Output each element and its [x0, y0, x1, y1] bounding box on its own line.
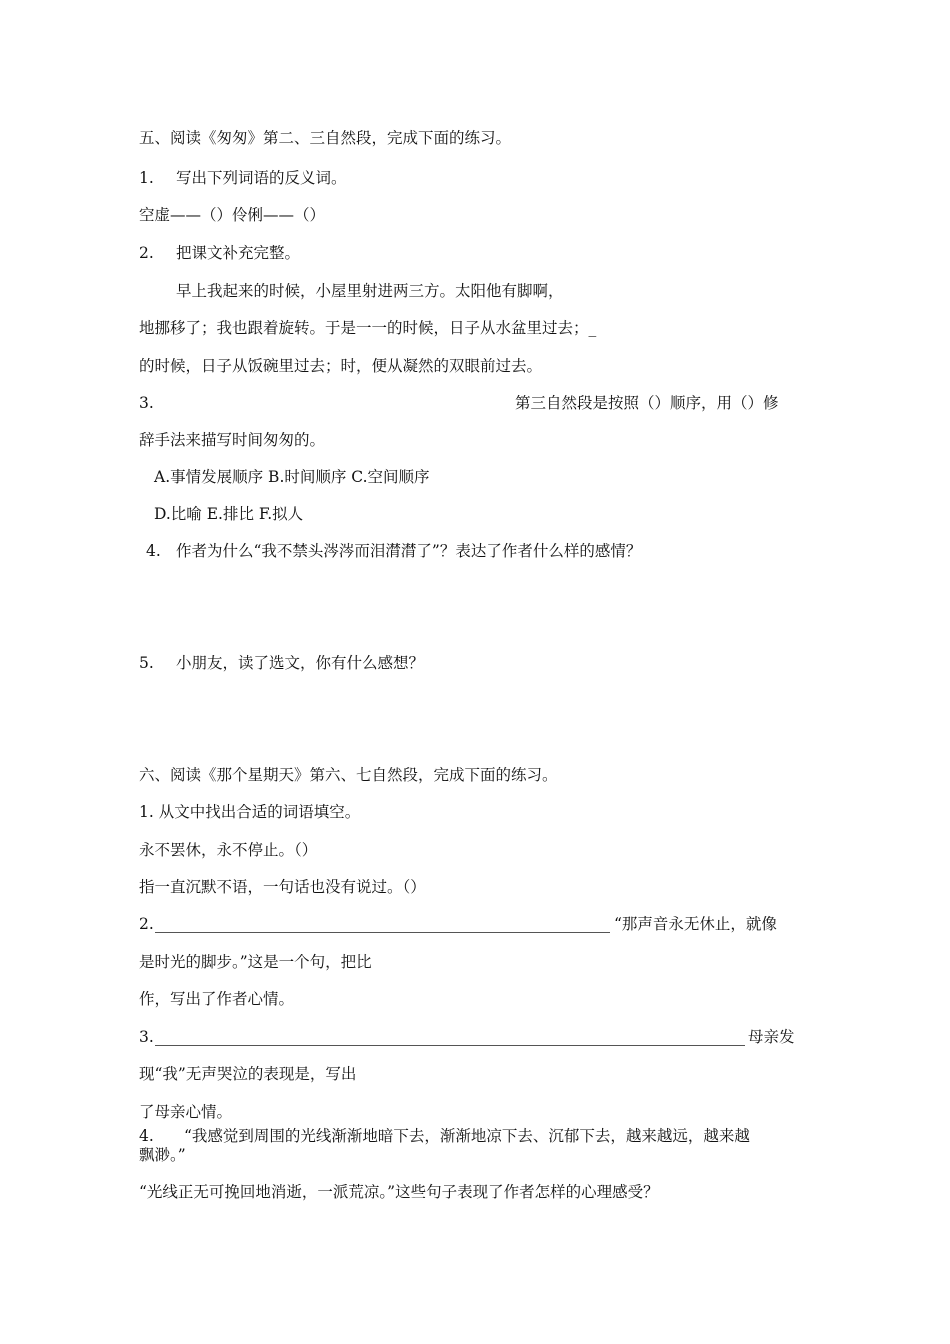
s5-q5-text: 小朋友，读了选文，你有什么感想？	[176, 654, 425, 672]
s5-q2-number: 2.	[139, 244, 154, 262]
s5-q1-answer-line: 空虚——（）伶俐——（）	[139, 206, 326, 224]
s5-q4-text: 作者为什么“我不禁头涔涔而泪潸潸了”？表达了作者什么样的感情？	[176, 542, 642, 560]
s6-q3-text-a: 母亲发	[748, 1028, 795, 1046]
s6-q2-number: 2.	[139, 915, 154, 933]
s5-q3-options-row2: D.比喻 E.排比 F.拟人	[154, 505, 304, 523]
s5-q1-text: 写出下列词语的反义词。	[176, 169, 347, 187]
s6-q3-blank[interactable]	[155, 1027, 745, 1047]
s5-q3-text-a: 第三自然段是按照（）顺序，用（）修	[515, 394, 779, 412]
s6-q3-number: 3.	[139, 1028, 154, 1046]
s5-q2-passage-line2: 地挪移了；我也跟着旋转。于是一一的时候，日子从水盆里过去；_	[139, 319, 597, 337]
s5-q5-number: 5.	[139, 654, 154, 672]
section5-heading: 五、阅读《匆匆》第二、三自然段，完成下面的练习。	[139, 129, 512, 147]
s6-q2-text-a: “那声音永无休止，就像	[614, 915, 777, 933]
s6-q4-text-c: “光线正无可挽回地消逝，一派荒凉。”这些句子表现了作者怎样的心理感受？	[139, 1183, 659, 1201]
s6-q4-text-a: “我感觉到周围的光线渐渐地暗下去，渐渐地凉下去、沉郁下去，越来越远，越来越	[184, 1127, 750, 1145]
s5-q3-number: 3.	[139, 394, 154, 412]
s6-q4-number: 4.	[139, 1127, 154, 1145]
s6-q3-text-b: 现“我”无声哭泣的表现是，写出	[139, 1065, 357, 1083]
s6-q1-item-a: 永不罢休，永不停止。（）	[139, 841, 318, 859]
s6-q4-text-b: 飘渺。”	[139, 1146, 186, 1164]
s6-q3-text-c: 了母亲心情。	[139, 1103, 233, 1121]
s5-q2-text: 把课文补充完整。	[176, 244, 301, 262]
s6-q2-text-c: 作，写出了作者心情。	[139, 990, 295, 1008]
s5-q2-passage-line3: 的时候，日子从饭碗里过去；时，便从凝然的双眼前过去。	[139, 357, 543, 375]
s5-q3-options-row1: A.事情发展顺序 B.时间顺序 C.空间顺序	[154, 468, 430, 486]
s6-q2-blank[interactable]	[155, 914, 610, 934]
s5-q4-number: 4.	[146, 542, 161, 560]
s6-q2-text-b: 是时光的脚步。”这是一个句，把比	[139, 953, 372, 971]
s5-q3-text-b: 辞手法来描写时间匆匆的。	[139, 431, 326, 449]
section6-heading: 六、阅读《那个星期天》第六、七自然段，完成下面的练习。	[139, 766, 558, 784]
s6-q1-item-b: 指一直沉默不语，一句话也没有说过。（）	[139, 878, 426, 896]
s6-q1-text: 1. 从文中找出合适的词语填空。	[139, 803, 361, 821]
s5-q1-number: 1.	[139, 169, 154, 187]
s5-q2-passage-line1: 早上我起来的时候，小屋里射进两三方。太阳他有脚啊，	[176, 282, 564, 300]
